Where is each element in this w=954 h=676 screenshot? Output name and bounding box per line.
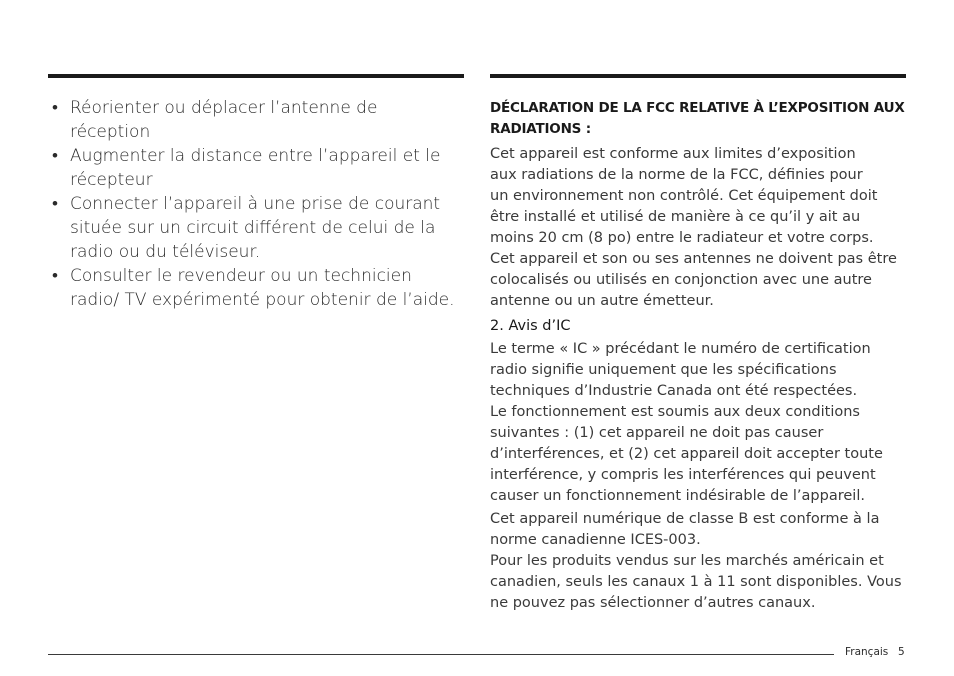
ic-paragraph: Le terme « IC » précédant le numéro de certification radio signifie uniquement que les spécifications techniques d’Industrie Canada ont été respectées. Le fonctionnement est soumis aux deux conditions suivantes : (1) cet appareil ne doit pas causer d’interférences, et (2) cet appareil doit accepter toute interférence, y compris les interférences qui peuvent causer un fonctionnement indésirable de l’appareil. — [490, 341, 883, 504]
right-column — [490, 98, 906, 614]
bullet-glyph: • — [52, 194, 58, 214]
page-number: 5 — [898, 646, 905, 658]
bullet-text: Réorienter ou déplacer l’antenne de réception — [70, 98, 378, 142]
bullet-glyph: • — [52, 266, 58, 286]
bullet-glyph: • — [52, 146, 58, 166]
bullet-item — [48, 96, 458, 144]
bullet-item — [48, 144, 458, 192]
bullet-text: Connecter l’appareil à une prise de courant située sur un circuit différent de celui de la radio ou du téléviseur. — [70, 194, 441, 262]
right-column-top-rule — [490, 74, 906, 78]
ic-subheading: 2. Avis d’IC — [490, 318, 571, 334]
bullet-text: Augmenter la distance entre l’appareil et le récepteur — [70, 146, 441, 190]
bullet-glyph: • — [52, 98, 58, 118]
bullet-text: Consulter le revendeur ou un technicien radio/ TV expérimenté pour obtenir de l’aide. — [70, 266, 455, 310]
left-column-top-rule — [48, 74, 464, 78]
footer-rule — [48, 654, 834, 655]
fcc-heading: DÉCLARATION DE LA FCC RELATIVE À L’EXPOSITION AUX RADIATIONS : — [490, 100, 905, 137]
fcc-paragraph: Cet appareil est conforme aux limites d’exposition aux radiations de la norme de la FCC, définies pour un environnement non contrôlé. Cet équipement doit être installé et utilisé de manière à ce qu’il y ait au moins 20 cm (8 po) entre le radiateur et votre corps. Cet appareil et son ou ses antennes ne doivent pas être colocalisés ou utilisés en conjonction avec une autre antenne ou un autre émetteur. — [490, 146, 897, 309]
bullet-list — [48, 96, 458, 312]
footer-language: Français — [845, 646, 889, 658]
ices-paragraph: Cet appareil numérique de classe B est conforme à la norme canadienne ICES-003. Pour les produits vendus sur les marchés américain et canadien, seuls les canaux 1 à 11 sont disponibles. Vous ne pouvez pas sélectionner d’autres canaux. — [490, 511, 902, 611]
bullet-item — [48, 264, 458, 312]
left-column — [48, 96, 458, 312]
bullet-item — [48, 192, 458, 264]
